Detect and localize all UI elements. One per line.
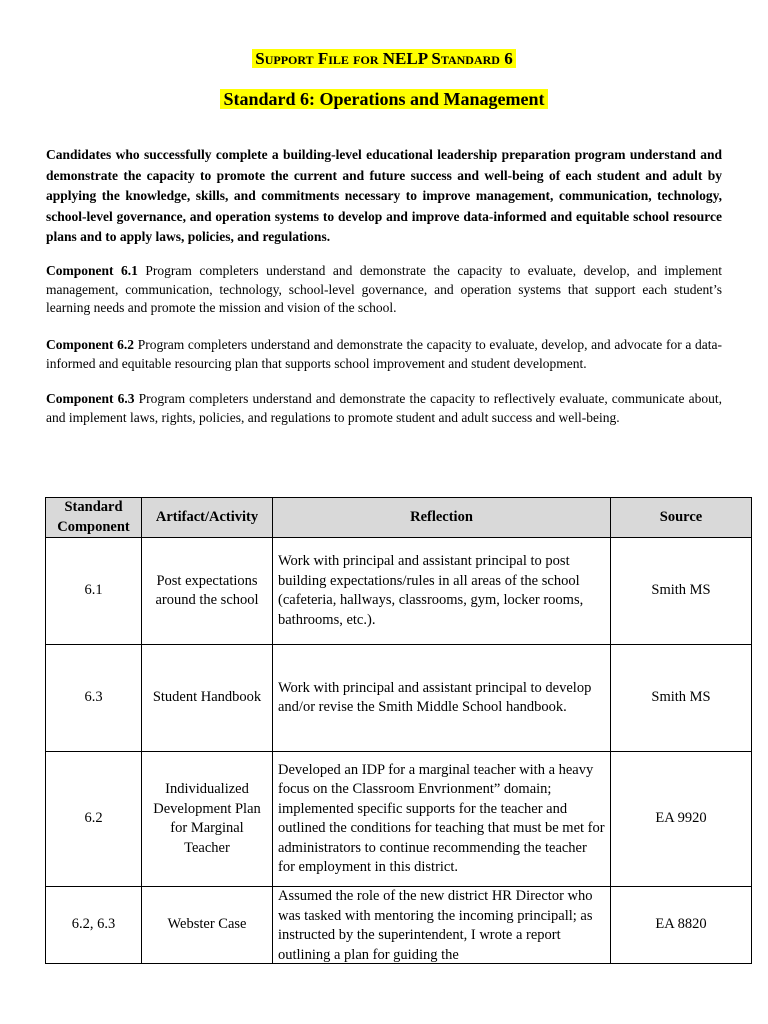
header-reflection: Reflection: [273, 498, 611, 538]
standard-title: [0, 88, 768, 110]
cell-component: 6.2, 6.3: [46, 887, 142, 964]
component-label: Component 6.2: [46, 337, 135, 352]
cell-source: Smith MS: [611, 538, 752, 645]
cell-reflection: Work with principal and assistant principal to post building expectations/rules in all areas of the school (cafeteria, hallways, classrooms, gym, locker rooms, bathrooms, etc.).: [273, 538, 611, 645]
cell-reflection: Work with principal and assistant principal to develop and/or revise the Smith Middle School handbook.: [273, 645, 611, 752]
intro-paragraph: Candidates who successfully complete a building-level educational leadership preparation program understand and demonstrate the capacity to promote the current and future success and well-being of each student and adult by applying the knowledge, skills, and commitments necessary to improve management, communication, technology, school-level governance, and operation systems to develop and improve data-informed and equitable school resource plans and to apply laws, policies, and regulations.: [46, 147, 722, 244]
component-6-1-paragraph: [46, 262, 722, 318]
component-6-3-paragraph: [46, 390, 722, 427]
standard-title-text: Standard 6: Operations and Management: [220, 89, 547, 109]
cell-component: 6.3: [46, 645, 142, 752]
table-row: [46, 752, 752, 887]
component-text: Program completers understand and demonstrate the capacity to evaluate, develop, and implement management, communication, technology, school-level governance, and operation systems that support each student’s learning needs and promote the mission and vision of the school.: [46, 263, 722, 315]
table-row: [46, 645, 752, 752]
table-header-row: [46, 498, 752, 538]
component-6-2-paragraph: [46, 336, 722, 373]
artifacts-table: [45, 497, 752, 964]
cell-reflection-cell: [273, 887, 611, 964]
header-artifact-activity: Artifact/Activity: [142, 498, 273, 538]
cell-component: 6.1: [46, 538, 142, 645]
cell-source: EA 8820: [611, 887, 752, 964]
cell-reflection: Developed an IDP for a marginal teacher with a heavy focus on the Classroom Envrionment” domain; implemented specific supports for the teacher and outlined the conditions for teaching that must be met for administrators to continue recommending the teacher for employment in this district.: [273, 752, 611, 887]
cell-source: Smith MS: [611, 645, 752, 752]
table-row: [46, 887, 752, 964]
component-text: Program completers understand and demonstrate the capacity to evaluate, develop, and advocate for a data-informed and equitable resourcing plan that supports school improvement and student development.: [46, 337, 722, 371]
table-row: [46, 538, 752, 645]
component-label: Component 6.1: [46, 263, 138, 278]
cell-artifact: Individualized Development Plan for Marginal Teacher: [142, 752, 273, 887]
header-source: Source: [611, 498, 752, 538]
cell-reflection: Assumed the role of the new district HR Director who was tasked with mentoring the incoming principall; as instructed by the superintendent, I wrote a report outlining a plan for guiding the: [278, 888, 593, 963]
cell-source: EA 9920: [611, 752, 752, 887]
support-file-title: [0, 48, 768, 70]
support-file-title-text: Support File for NELP Standard 6: [252, 49, 515, 68]
cell-artifact: Post expectations around the school: [142, 538, 273, 645]
cell-artifact: Webster Case: [142, 887, 273, 964]
component-text: Program completers understand and demonstrate the capacity to reflectively evaluate, communicate about, and implement laws, rights, policies, and regulations to promote student and adult success and well-being.: [46, 391, 722, 425]
cell-artifact: Student Handbook: [142, 645, 273, 752]
header-standard-component: Standard Component: [46, 498, 142, 538]
component-label: Component 6.3: [46, 391, 135, 406]
cell-component: 6.2: [46, 752, 142, 887]
